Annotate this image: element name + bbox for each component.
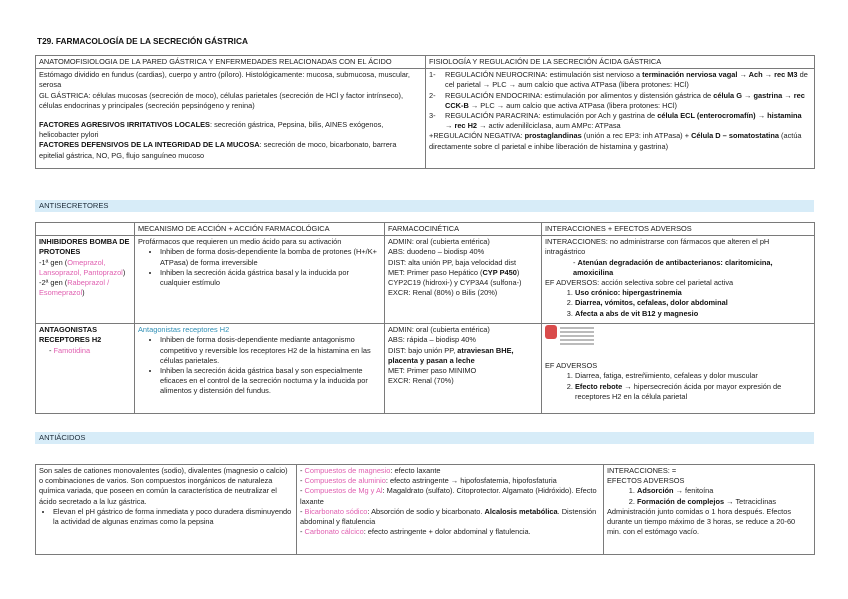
compound-name: Compuestos de Mg y Al	[304, 486, 383, 496]
gen-tail: )	[82, 288, 85, 298]
antiacidos-definition: Son sales de cationes monovalentes (sodio), divalentes (magnesio o calcio) o combinaciones de varios. Son compuestos inorgánicos de naturaleza química variada, que poseen en común la característica de neutralizar el ácido secretado a la luz gástrica.	[39, 466, 288, 506]
reg-number: 2-	[429, 90, 436, 100]
compound-item	[300, 476, 600, 486]
aggressive-factors-label: FACTORES AGRESIVOS IRRITATIVOS LOCALES	[39, 120, 210, 130]
adverse-bold: Formación de complejos	[637, 496, 725, 506]
reg-neg-tail: (actúa directamente sobre cl parietal e inhibe liberación de histamina y gastrina)	[429, 131, 802, 151]
ibp-row	[36, 236, 815, 324]
h2-mechanism-cell	[135, 324, 385, 414]
antiacidos-adverse-title: EFECTOS ADVERSOS	[607, 476, 685, 486]
ibp-first-gen	[39, 258, 131, 278]
ibp-pk-cell	[385, 236, 542, 324]
gen-lead: -2ª gen (	[39, 278, 68, 288]
reg-text: REGULACIÓN NEUROCRINA: estimulación sist nervioso a	[445, 70, 643, 80]
ibp-second-gen	[39, 278, 131, 298]
antiacidos-band: ANTIÁCIDOS	[35, 432, 814, 444]
reg-tail: → PLC → aum calcio que activa ATPasa (libera protones: HCl)	[468, 100, 677, 110]
h2-name-cell	[36, 324, 135, 414]
adverse-bold: Adsorción	[637, 486, 674, 496]
defensive-factors	[39, 140, 422, 160]
pk-line: EXCR: Renal (80%) o Bilis (20%)	[388, 288, 498, 298]
antiacidos-adverse-item	[637, 486, 811, 496]
reg-neg-mid: (unión a rec EP3: inh ATPasa) +	[581, 131, 692, 141]
h2-row	[36, 324, 815, 414]
empty-header	[36, 223, 135, 236]
compound-tail: . Distensión abdominal y flatulencia	[300, 506, 597, 527]
ibp-interactions-cell	[542, 236, 815, 324]
aggressive-factors	[39, 120, 422, 140]
antiacidos-interactions: INTERACCIONES: =	[607, 466, 677, 475]
physiology-cell	[426, 69, 815, 169]
gen-tail: )	[122, 267, 126, 277]
stomach-thumbnail	[545, 325, 811, 361]
ibp-mechanism-intro: Profármacos que requieren un medio ácido para su activación	[138, 237, 342, 247]
compound-text: : efecto laxante	[390, 466, 441, 475]
anatomy-header: ANATOMOFISIOLOGIA DE LA PARED GÁSTRICA Y ENFERMEDADES RELACIONADAS CON EL ÁCIDO	[36, 56, 426, 69]
compound-text: : efecto astringente → hipofosfatemia, hipofosfaturia	[385, 476, 557, 486]
reg-text: REGULACIÓN PARACRINA: estimulación por Ach y gastrina de	[445, 111, 658, 121]
pharmacokinetics-header: FARMACOCINÉTICA	[385, 223, 542, 236]
h2-mechanism-bullet: • Inhiben la secreción ácida gástrica basal y son especialmente eficaces en el control de la secreción nocturna y la inducida por alimentos y distensión del fundus.	[160, 366, 381, 397]
compound-item	[300, 486, 600, 506]
reg-bold: célula ECL (enterocromafín) → histamina → rec H2	[445, 111, 802, 131]
compound-name: Carbonato cálcico	[304, 527, 364, 537]
compound-item	[300, 507, 600, 527]
reg-neg-lead: +REGULACIÓN NEGATIVA:	[429, 131, 525, 141]
h2-adverse-item	[575, 382, 811, 402]
ibp-mechanism-bullet: • Inhiben la secreción ácida gástrica basal y la inducida por cualquier estímulo	[160, 268, 381, 288]
ibp-mechanism-cell	[135, 236, 385, 324]
mechanism-header: MECANISMO DE ACCIÓN + ACCIÓN FARMACOLÓGICA	[135, 223, 385, 236]
page-title: T29. FARMACOLOGÍA DE LA SECRECIÓN GÁSTRICA	[37, 36, 248, 46]
ibp-interactions-intro: INTERACCIONES: no administrarse con fármacos que alteren el pH intragástrico	[545, 237, 770, 257]
compound-item	[300, 466, 600, 476]
reg-bold: célula G → gastrina → rec CCK-B	[445, 90, 805, 110]
reg-tail: → activ adenililciclasa, aum AMPc: ATPasa	[477, 121, 621, 131]
gland-paragraph: GL GÁSTRICA: células mucosas (secreción de moco), células parietales (secreción de HCl y factor intrínseco), células endocrinas y principales (secreción pepsinógeno y renina)	[39, 90, 404, 110]
drug-name: Famotidina	[53, 345, 91, 355]
ibp-adverse-item: Uso crónico: hipergastrinemia	[575, 288, 682, 298]
antiacidos-compounds-cell	[297, 465, 604, 555]
pk-line: MET: Primer paso MINIMO	[388, 366, 477, 376]
anatomy-physiology-table	[35, 55, 815, 169]
drug-name: Rabeprazol / Esomeprazol	[39, 278, 110, 298]
pk-text: MET: Primer paso Hepático (	[388, 267, 483, 277]
antiacidos-effects-cell	[604, 465, 815, 555]
reg-number: 1-	[429, 70, 436, 80]
antiacidos-definition-cell	[36, 465, 297, 555]
pk-line: ABS: rápida – biodisp 40%	[388, 335, 476, 345]
adverse-text: → fenitoína	[673, 486, 714, 496]
gen-lead: -1ª gen (	[39, 257, 68, 267]
ibp-adverse-item: Diarrea, vómitos, cefaleas, dolor abdominal	[575, 298, 728, 308]
compound-name: Compuestos de magnesio	[304, 466, 391, 475]
ibp-adverse-intro: EF ADVERSOS: acción selectiva sobre cel parietal activa	[545, 278, 734, 288]
top-header-row	[36, 56, 815, 69]
physiology-header: FISIOLOGÍA Y REGULACIÓN DE LA SECRECIÓN ÁCIDA GÁSTRICA	[426, 56, 815, 69]
compound-text: : efecto astringente + dolor abdominal y flatulencia.	[363, 527, 531, 537]
adverse-text: → Tetraciclinas	[724, 496, 777, 506]
h2-adverse-intro: EF ADVERSOS	[545, 361, 598, 371]
pk-line: DIST: alta unión PP, baja velocidad dist	[388, 257, 517, 267]
compound-item	[300, 527, 600, 537]
antiacidos-table	[35, 464, 815, 555]
pk-bold: CYP P450	[482, 267, 517, 277]
antiacidos-adverse-item	[637, 497, 811, 507]
reg-number: 3-	[429, 111, 436, 121]
compound-name: Compuestos de aluminio	[304, 476, 386, 486]
ibp-mechanism-bullet: • Inhiben de forma dosis-dependiente la bomba de protones (H+/K+ ATPasa) de forma irreversible	[160, 247, 381, 267]
antisecretores-band: ANTISECRETORES	[35, 200, 814, 212]
ibp-adverse-item: Afecta a abs de vit B12 y magnesio	[575, 308, 699, 318]
antisecretores-table	[35, 222, 815, 414]
h2-mechanism-title: Antagonistas receptores H2	[138, 325, 230, 335]
compound-text: : Absorción de sodio y bicarbonato.	[367, 506, 485, 516]
ibp-name: INHIBIDORES BOMBA DE PROTONES	[39, 237, 130, 257]
antiacidos-administration: Administración junto comidas o 1 hora después. Efectos durante un tiempo máximo de 3 horas, se reduce a 20-60 min. con el estómago vacío.	[607, 506, 796, 537]
anatomy-paragraph: Estómago dividido en fundus (cardias), cuerpo y antro (píloro). Histológicamente: mucosa, submucosa, muscular, serosa	[39, 70, 410, 90]
compound-bold: Alcalosis metabólica	[484, 506, 558, 516]
reg-tail: de cel parietal → PLC → aum calcio que activa ATPasa (libera protones: HCl)	[445, 70, 808, 90]
pk-line	[388, 268, 538, 288]
reg-bold: terminación nerviosa vagal → Ach → rec M3	[642, 70, 798, 80]
defensive-factors-label: FACTORES DEFENSIVOS DE LA INTEGRIDAD DE LA MUCOSA	[39, 140, 260, 150]
h2-adverse-item: 1. Diarrea, fatiga, estreñimiento, cefaleas y dolor muscular	[575, 371, 811, 381]
h2-mechanism-bullet: • Inhiben de forma dosis-dependiente mediante antagonismo competitivo y reversible los receptores H2 de la histamina en las células parietales.	[160, 335, 381, 366]
reg-text: REGULACIÓN ENDOCRINA: estimulación por alimentos y distensión gástrica de	[445, 90, 714, 100]
ibp-interaction-item: Atenúan degradación de antibacterianos: claritomicina, amoxicilina	[573, 257, 773, 277]
compound-name: Bicarbonato sódico	[304, 506, 368, 516]
pk-text: ) CYP2C19 (hidroxi-) y CYP3A4 (sulfona-)	[388, 267, 522, 288]
regulation-negative	[429, 131, 811, 151]
pk-line: ADMIN: oral (cubierta entérica)	[388, 237, 490, 247]
anatomy-cell	[36, 69, 426, 169]
pk-line: ABS: duodeno – biodisp 40%	[388, 247, 485, 257]
thumbnail-caption	[560, 325, 594, 346]
rebound-label: Efecto rebote →	[575, 381, 632, 391]
drug-name: Omeprazol, Lansoprazol, Pantoprazol	[39, 257, 123, 277]
reg-neg-pg: prostaglandinas	[524, 131, 582, 141]
ibp-name-cell	[36, 236, 135, 324]
rebound-text: hipersecreción ácida por mayor expresión de receptores H2 en la célula parietal	[575, 381, 782, 401]
antiacidos-row	[36, 465, 815, 555]
h2-pk-cell	[385, 324, 542, 414]
pk-line	[388, 346, 538, 366]
compound-text: : Magaldrato (sulfato). Citoprotector. Algamato (Hidróxido). Efecto laxante	[300, 486, 597, 506]
reg-neg-d-cell: Célula D – somatostatina	[691, 131, 779, 141]
pk-line: EXCR: Renal (70%)	[388, 376, 454, 386]
regulation-neurocrine	[429, 70, 811, 90]
regulation-endocrine	[429, 91, 811, 111]
interactions-header: INTERACCIONES + EFECTOS ADVERSOS	[542, 223, 815, 236]
top-content-row	[36, 69, 815, 169]
antiacidos-bullet: • Elevan el pH gástrico de forma inmediata y poco duradera disminuyendo la actividad de algunas enzimas como la pepsina	[53, 507, 293, 527]
antisecretores-header-row	[36, 223, 815, 236]
h2-interactions-cell	[542, 324, 815, 414]
pk-bold: atraviesan BHE, placenta y pasan a leche	[388, 345, 514, 365]
defensive-factors-text: : secreción de moco, bicarbonato, barrera epitelial gástrica, NO, PG, flujo sanguíneo mucoso	[39, 140, 397, 160]
stomach-image-icon	[545, 325, 557, 339]
regulation-paracrine	[429, 111, 811, 131]
aggressive-factors-text: : secreción gástrica, Pepsina, bilis, AINES exógenos, helicobacter pylori	[39, 120, 384, 140]
pk-line: ADMIN: oral (cubierta entérica)	[388, 325, 490, 335]
pk-text: DIST: bajo unión PP,	[388, 345, 458, 355]
h2-name: ANTAGONISTAS RECEPTORES H2	[39, 325, 102, 345]
